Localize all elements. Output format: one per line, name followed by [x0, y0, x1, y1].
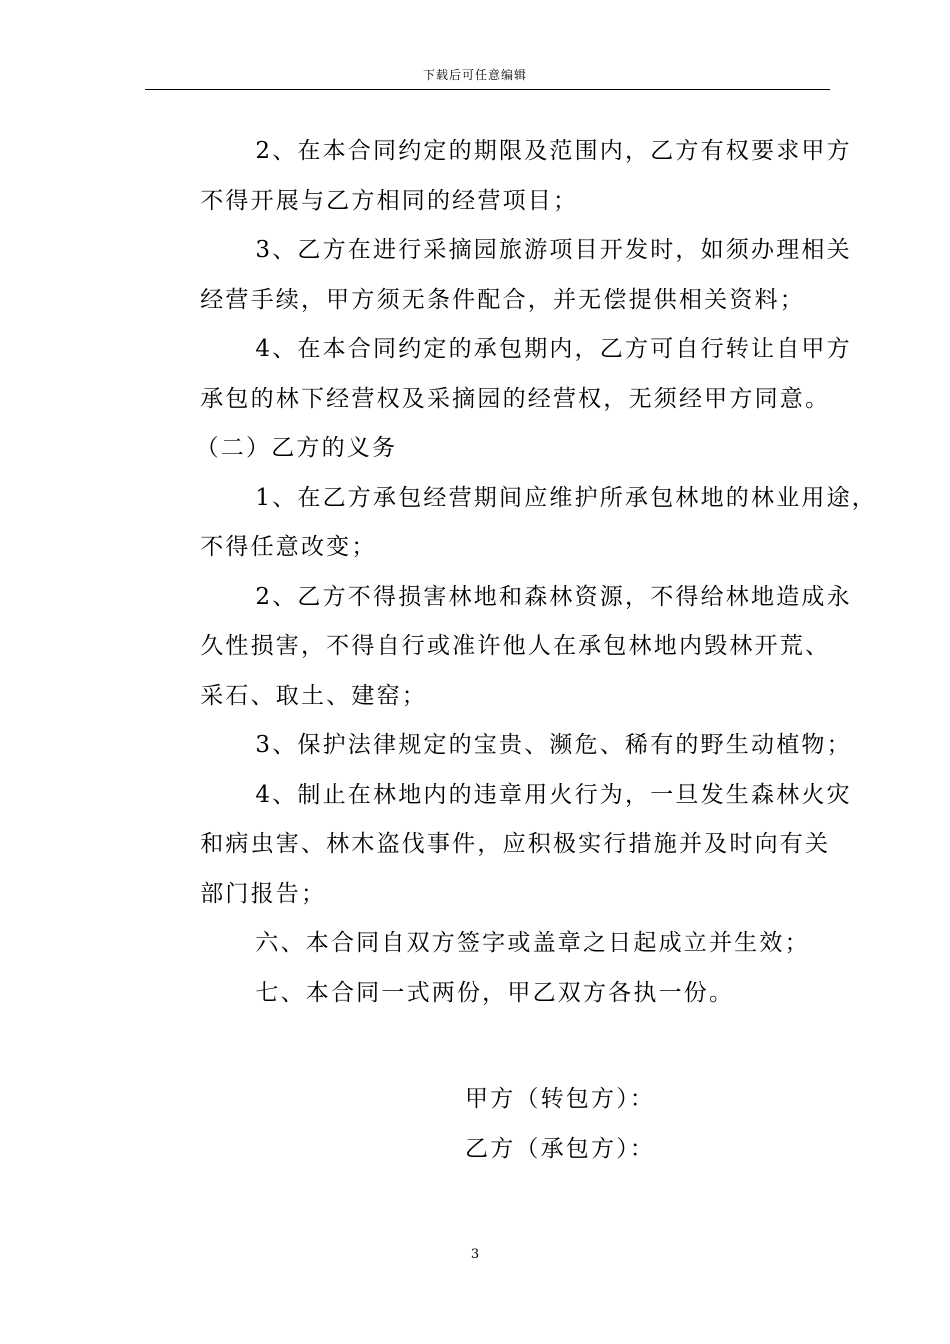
final-clause [145, 969, 835, 1019]
final-clause-line: 七、本合同一式两份，甲乙双方各执一份。 [255, 979, 735, 1006]
obligation-line: 不得任意改变； [200, 534, 377, 560]
clause-line: 经营手续，甲方须无条件配合，并无偿提供相关资料； [200, 286, 805, 313]
obligation-line: 1、在乙方承包经营期间应维护所承包林地的林业用途， [255, 484, 878, 511]
page-number: 3 [470, 1247, 480, 1262]
final-clause-line: 六、本合同自双方签字或盖章之日起成立并生效； [255, 930, 810, 956]
obligation-line: 3、保护法律规定的宝贵、濒危、稀有的野生动植物； [255, 732, 852, 758]
obligation-line: 2、乙方不得损害林地和森林资源，不得给林地造成永 [255, 583, 852, 610]
clause-line: 承包的林下经营权及采摘园的经营权，无须经甲方同意。 [200, 385, 831, 412]
clause-line: 4、在本合同约定的承包期内，乙方可自行转让自甲方 [255, 336, 852, 362]
party-a-signature-label: 甲方（转包方）： [465, 1086, 656, 1112]
obligation-line: 部门报告； [200, 880, 327, 907]
obligation-paragraph [145, 573, 852, 722]
contract-body [145, 127, 878, 1018]
clause-line: 3、乙方在进行采摘园旅游项目开发时，如须办理相关 [255, 237, 852, 263]
header-divider [145, 89, 830, 90]
party-b-signature-label: 乙方（承包方）： [465, 1135, 656, 1162]
clause-paragraph [145, 127, 852, 226]
section-heading: （二）乙方的义务 [195, 435, 398, 461]
obligation-line: 采石、取土、建窑； [200, 682, 427, 709]
header-note: 下载后可任意编辑 [422, 68, 527, 82]
final-clause [145, 919, 835, 969]
obligation-paragraph [145, 771, 852, 920]
obligation-line: 和病虫害、林木盗伐事件，应积极实行措施并及时向有关 [200, 831, 831, 857]
obligation-paragraph [145, 474, 878, 573]
signature-block [465, 1075, 655, 1174]
obligation-paragraph [145, 721, 852, 771]
clause-line: 2、在本合同约定的期限及范围内，乙方有权要求甲方 [255, 138, 852, 164]
obligation-line: 久性损害，不得自行或准许他人在承包林地内毁林开荒、 [200, 633, 831, 659]
clause-paragraph [145, 226, 852, 325]
clause-paragraph [145, 325, 852, 424]
obligation-line: 4、制止在林地内的违章用火行为，一旦发生森林火灾 [255, 781, 852, 808]
clause-line: 不得开展与乙方相同的经营项目； [200, 187, 579, 214]
